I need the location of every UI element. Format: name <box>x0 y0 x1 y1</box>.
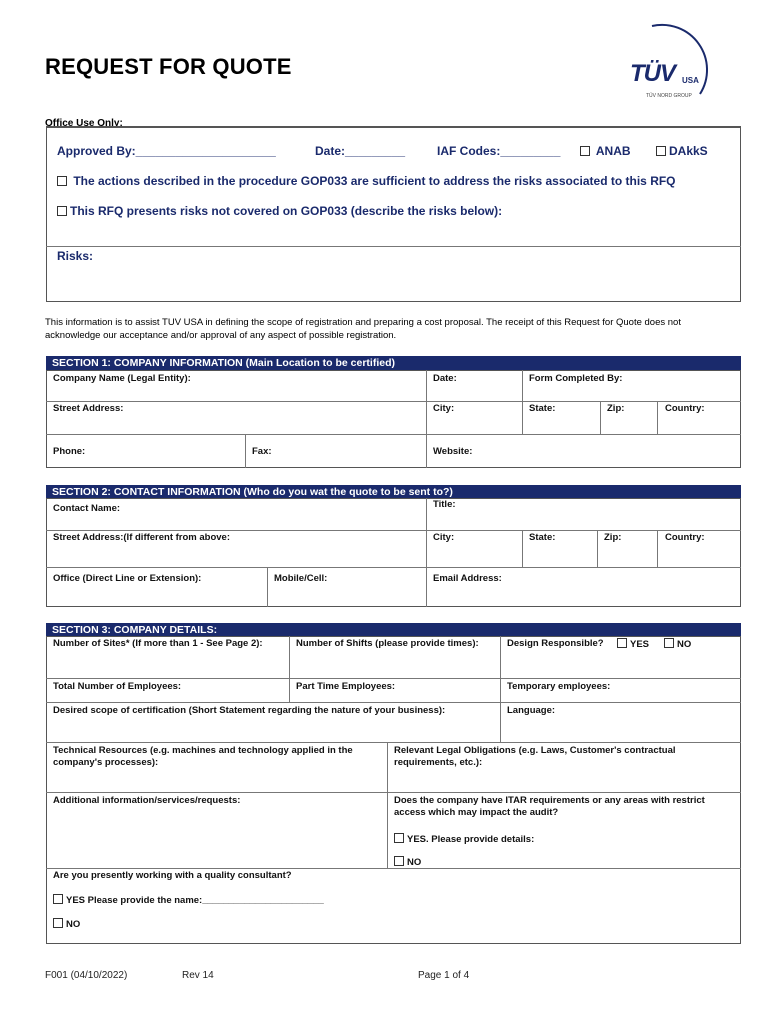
logo-group: TÜV NORD GROUP <box>646 93 692 99</box>
checkbox-icon <box>656 146 666 156</box>
s2-street-label: Street Address:(If different from above: <box>53 532 231 543</box>
grid-line <box>387 742 388 868</box>
s1-fax-field[interactable]: Fax: <box>252 446 272 457</box>
gop-sufficient-label: The actions described in the procedure GOP033 are sufficient to address the risks associated to this RFQ <box>73 174 676 188</box>
s2-street-field[interactable] <box>53 532 230 543</box>
s1-zip-field[interactable]: Zip: <box>607 403 625 414</box>
section1-grid <box>46 370 741 468</box>
logo-text: TÜV <box>630 60 675 87</box>
s1-state-field[interactable]: State: <box>529 403 556 414</box>
s2-city-field[interactable]: City: <box>433 532 455 543</box>
anab-checkbox[interactable] <box>580 144 631 158</box>
office-use-label: Office Use Only: <box>45 118 123 129</box>
design-yes-checkbox[interactable] <box>617 638 649 650</box>
sites-field[interactable]: Number of Sites* (If more than 1 - See Page 2): <box>53 638 263 649</box>
section1-heading: SECTION 1: COMPANY INFORMATION (Main Location to be certified) <box>46 356 741 370</box>
office-divider <box>46 246 741 247</box>
footer-form-id: F001 (04/10/2022) <box>45 970 128 981</box>
itar-no-checkbox[interactable] <box>394 856 421 868</box>
s1-country-field[interactable]: Country: <box>665 403 705 414</box>
grid-line <box>46 868 741 869</box>
technical-field[interactable]: Technical Resources (e.g. machines and technology applied in the company's processes): <box>53 745 353 768</box>
contact-name-field[interactable]: Contact Name: <box>53 503 121 514</box>
mobile-field[interactable]: Mobile/Cell: <box>274 573 328 584</box>
grid-line <box>46 702 741 703</box>
grid-line <box>46 530 741 531</box>
anab-label: ANAB <box>595 144 631 158</box>
checkbox-icon <box>394 833 404 843</box>
grid-line <box>426 370 427 468</box>
design-yes-label: YES <box>630 639 650 650</box>
risks-field[interactable]: Risks: <box>57 249 94 263</box>
part-time-field[interactable]: Part Time Employees: <box>296 681 396 692</box>
itar-yes-label: YES. Please provide details: <box>407 834 535 845</box>
checkbox-icon <box>580 146 590 156</box>
intro-note: This information is to assist TUV USA in defining the scope of registration and preparing a cost proposal. The receipt of this Request for Quote does not acknowledge our acceptance and/or approval of any aspect of possible registration. <box>45 317 681 341</box>
checkbox-icon <box>394 856 404 866</box>
consultant-yes-label: YES Please provide the name:_______________________ <box>66 895 324 906</box>
section2-grid <box>46 498 741 607</box>
s1-city-field[interactable]: City: <box>433 403 455 414</box>
gop-sufficient-checkbox[interactable] <box>57 174 676 188</box>
grid-line <box>522 370 523 434</box>
itar-no-label: NO <box>407 857 422 868</box>
grid-line <box>657 530 658 567</box>
section3-heading: SECTION 3: COMPANY DETAILS: <box>46 623 741 637</box>
grid-line <box>46 742 741 743</box>
legal-field[interactable]: Relevant Legal Obligations (e.g. Laws, Customer's contractual requirements, etc.): <box>394 745 676 768</box>
grid-line <box>245 434 246 468</box>
grid-line <box>46 678 741 679</box>
temporary-field[interactable]: Temporary employees: <box>507 681 611 692</box>
grid-line <box>46 401 741 402</box>
email-field[interactable]: Email Address: <box>433 573 502 584</box>
checkbox-icon <box>617 638 627 648</box>
design-no-checkbox[interactable] <box>664 638 691 650</box>
s1-street-field[interactable]: Street Address: <box>53 403 124 414</box>
s2-title-field[interactable]: Title: <box>433 499 456 510</box>
s2-country-field[interactable]: Country: <box>665 532 705 543</box>
shifts-field[interactable]: Number of Shifts (please provide times): <box>296 638 479 649</box>
section2-heading: SECTION 2: CONTACT INFORMATION (Who do you wat the quote to be sent to?) <box>46 485 741 499</box>
iaf-codes-field[interactable]: IAF Codes:_________ <box>437 144 561 158</box>
s1-date-field[interactable]: Date: <box>433 373 457 384</box>
gop-not-covered-label: This RFQ presents risks not covered on GOP033 (describe the risks below): <box>70 204 503 218</box>
employees-field[interactable]: Total Number of Employees: <box>53 681 182 692</box>
checkbox-icon <box>664 638 674 648</box>
footer-page: Page 1 of 4 <box>418 970 470 981</box>
gop-not-covered-checkbox[interactable] <box>57 204 502 218</box>
scope-field[interactable]: Desired scope of certification (Short Statement regarding the nature of your business): <box>53 705 446 716</box>
company-name-field[interactable]: Company Name (Legal Entity): <box>53 373 191 384</box>
office-date-field[interactable]: Date:_________ <box>315 144 406 158</box>
consultant-no-checkbox[interactable] <box>53 918 80 930</box>
checkbox-icon <box>57 206 67 216</box>
checkbox-icon <box>57 176 67 186</box>
consultant-question: Are you presently working with a quality consultant? <box>53 870 292 881</box>
additional-field[interactable]: Additional information/services/requests: <box>53 795 241 806</box>
dakks-label: DAkkS <box>669 144 708 158</box>
grid-line <box>500 636 501 742</box>
grid-line <box>46 434 741 435</box>
grid-line <box>600 401 601 434</box>
grid-line <box>522 530 523 567</box>
tuv-logo <box>612 16 722 104</box>
consultant-no-label: NO <box>66 919 81 930</box>
grid-line <box>426 498 427 607</box>
dakks-checkbox[interactable] <box>656 144 708 158</box>
itar-yes-checkbox[interactable] <box>394 833 534 845</box>
grid-line <box>597 530 598 567</box>
s1-website-field[interactable]: Website: <box>433 446 473 457</box>
design-responsible-label: Design Responsible? <box>507 638 604 649</box>
footer-rev: Rev 14 <box>182 970 214 981</box>
s2-zip-field[interactable]: Zip: <box>604 532 622 543</box>
approved-by-field[interactable]: Approved By:_____________________ <box>57 144 276 158</box>
itar-question: Does the company have ITAR requirements or any areas with restrict access which may impact the audit? <box>394 795 705 818</box>
consultant-yes-checkbox[interactable] <box>53 894 324 906</box>
office-line-field[interactable]: Office (Direct Line or Extension): <box>53 573 202 584</box>
grid-line <box>46 567 741 568</box>
grid-line <box>46 792 741 793</box>
page-title: REQUEST FOR QUOTE <box>45 54 292 79</box>
design-no-label: NO <box>677 639 692 650</box>
grid-line <box>289 636 290 702</box>
language-field[interactable]: Language: <box>507 705 556 716</box>
s1-phone-field[interactable]: Phone: <box>53 446 86 457</box>
grid-line <box>657 401 658 434</box>
checkbox-icon <box>53 918 63 928</box>
form-completed-by-field[interactable]: Form Completed By: <box>529 373 623 384</box>
grid-line <box>267 567 268 607</box>
checkbox-icon <box>53 894 63 904</box>
s2-state-field[interactable]: State: <box>529 532 556 543</box>
logo-sub: USA <box>682 76 699 85</box>
